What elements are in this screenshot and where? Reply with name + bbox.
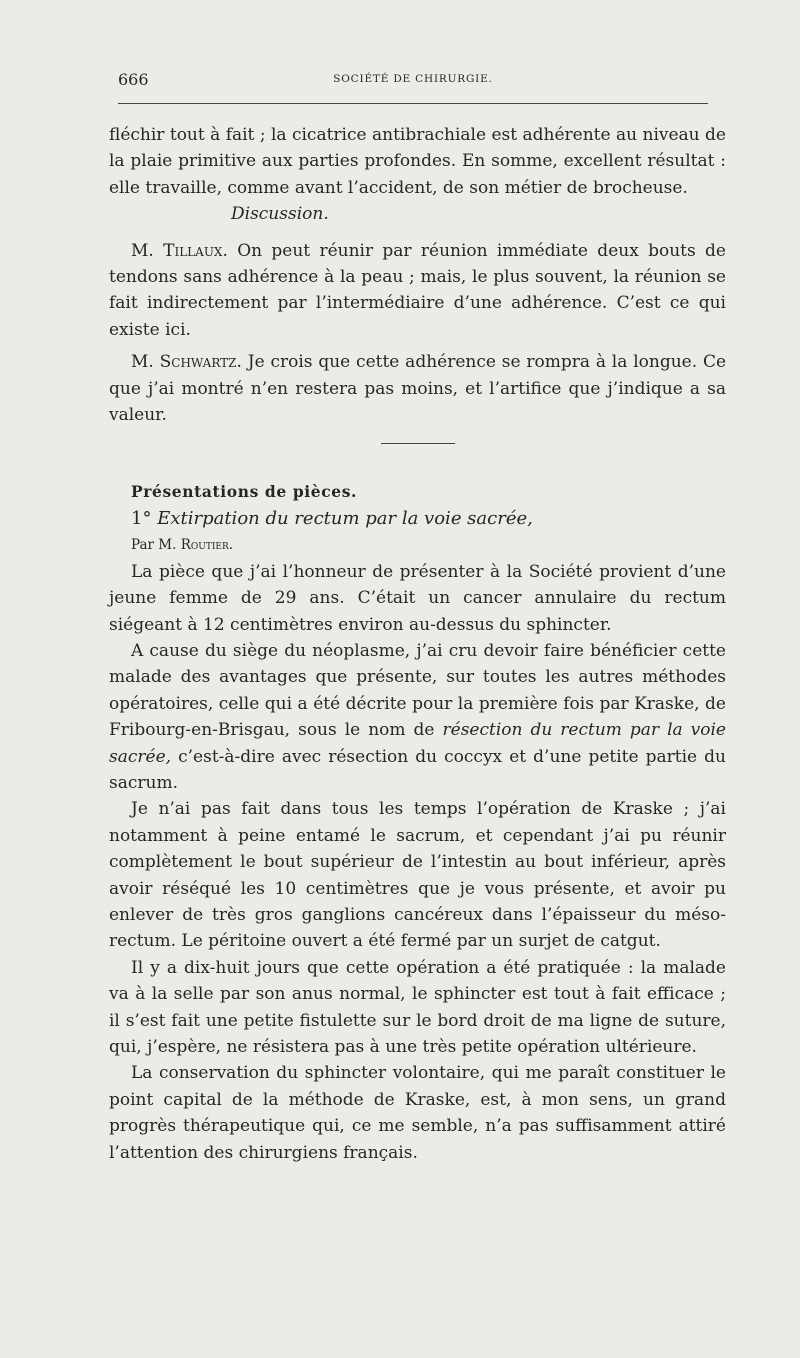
body-text xyxy=(109,122,726,1166)
header-rule xyxy=(118,103,708,104)
subsection-number: 1° xyxy=(131,507,152,529)
paragraph-2-part-b: c’est-à-dire avec résection du coccyx et d’une petite partie du sacrum. xyxy=(109,746,727,793)
author-name: Routier. xyxy=(180,537,234,554)
subsection-title: Extirpation du rectum par la voie sacrée, xyxy=(157,507,533,529)
paragraph-2 xyxy=(109,638,726,796)
paragraph-5: La conservation du sphincter volontaire, qui me paraît constituer le point capital de la méthode de Kraske, est, à mon sens, un grand progrès thérapeutique qui, ce me semble, n’a pas suffisamment attiré l’attention des chirurgiens français. xyxy=(109,1063,726,1163)
schwartz-text: Je crois que cette adhérence se rompra à la longue. Ce que j’ai montré n’en restera pas moins, et l’artifice que j’indique a sa valeur. xyxy=(109,352,727,426)
subsection-heading xyxy=(109,506,726,532)
schwartz-paragraph xyxy=(109,349,726,428)
running-title: SOCIÉTÉ DE CHIRURGIE. xyxy=(333,73,493,85)
discussion-heading: Discussion. xyxy=(231,204,329,225)
section-separator xyxy=(381,443,455,444)
page-header xyxy=(118,70,708,100)
speaker-tillaux: M. Tillaux. xyxy=(131,240,228,261)
subsection-author xyxy=(109,532,726,558)
tillaux-paragraph xyxy=(109,238,726,344)
paragraph-4: Il y a dix-huit jours que cette opération a été pratiquée : la malade va à la selle par son anus normal, le sphincter est tout à fait efficace ; il s’est fait une petite fistulette sur le bord droit de ma ligne de suture, qui, j’espère, ne résistera pas à une très petite opération ultérieure. xyxy=(109,957,726,1057)
speaker-schwartz: M. Schwartz. xyxy=(131,352,242,373)
tillaux-text: On peut réunir par réunion immédiate deux bouts de tendons sans adhérence à la peau ; mais, le plus souvent, la réunion se fait indirectement par l’intermédiaire d’une adhérence. C’est ce qui existe ici. xyxy=(109,240,726,340)
paragraph-3: Je n’ai pas fait dans tous les temps l’opération de Kraske ; j’ai notamment à peine entamé le sacrum, et cependant j’ai pu réunir complètement le bout supérieur de l’intestin au bout inférieur, après avoir réséqué les 10 centimètres que je vous présente, et avoir pu enlever de très gros ganglions cancéreux dans l’épaisseur du méso-rectum. Le péritoine ouvert a été fermé par un surjet de catgut. xyxy=(109,799,726,952)
author-prefix: Par M. xyxy=(131,537,177,554)
section-heading: Présentations de pièces. xyxy=(131,482,358,502)
paragraph-2-emphasis: résection du rectum par la voie sacrée, xyxy=(109,720,726,767)
continuation-paragraph: fléchir tout à fait ; la cicatrice antibrachiale est adhérente au niveau de la plaie primitive aux parties profondes. En somme, excellent résultat : elle travaille, comme avant l’accident, de son métier de brocheuse. xyxy=(109,125,726,198)
page-number: 666 xyxy=(118,70,149,89)
paragraph-2-part-a: A cause du siège du néoplasme, j’ai cru devoir faire bénéficier cette malade des avantages que présente, sur toutes les autres méthodes opératoires, celle qui a été décrite pour la première fois par Kraske, de Fribourg-en-Brisgau, sous le nom de xyxy=(109,640,726,741)
paragraph-1: La pièce que j’ai l’honneur de présenter à la Société provient d’une jeune femme de 29 ans. C’était un cancer annulaire du rectum siégeant à 12 centimètres environ au-dessus du sphincter. xyxy=(109,561,726,635)
